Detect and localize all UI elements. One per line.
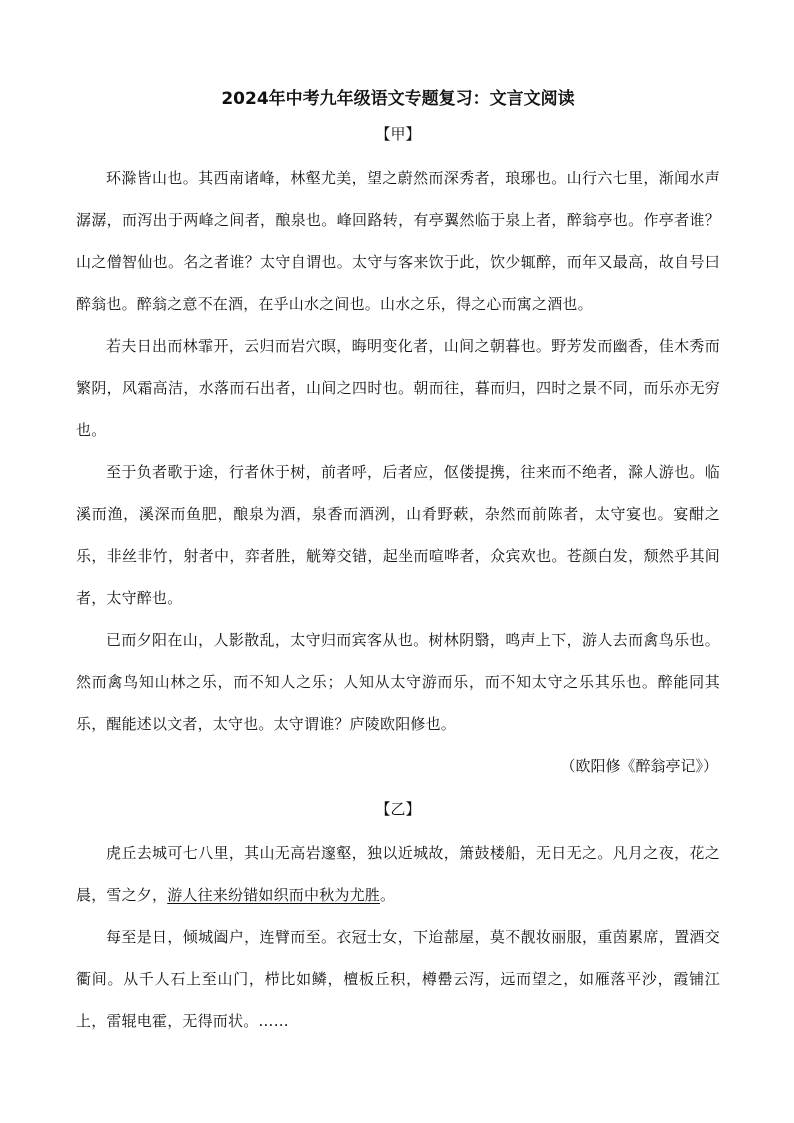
yi-paragraph-2: 每至是日，倾城阖户，连臂而至。衣冠士女，下迨蔀屋，莫不靓妆丽服，重茵累席，置酒交衢间。从千人石上至山门，栉比如鳞，檀板丘积，樽罍云泻，远而望之，如雁落平沙，霞铺江上，雷辊电霍，无得而状。…… <box>76 928 720 1030</box>
jia-paragraph-4: 已而夕阳在山，人影散乱，太守归而宾客从也。树林阴翳，鸣声上下，游人去而禽鸟乐也。然而禽鸟知山林之乐，而不知人之乐；人知从太守游而乐，而不知太守之乐其乐也。醉能同其乐，醒能述以文者，太守也。太守谓谁？庐陵欧阳修也。 <box>76 631 720 733</box>
jia-source-citation: （欧阳修《醉翁亭记》） <box>560 757 718 775</box>
jia-paragraph-2: 若夫日出而林霏开，云归而岩穴暝，晦明变化者，山间之朝暮也。野芳发而幽香，佳木秀而繁阴，风霜高洁，水落而石出者，山间之四时也。朝而往，暮而归，四时之景不同，而乐亦无穷也。 <box>76 337 720 439</box>
yi-paragraph-1 <box>76 832 720 916</box>
jia-paragraph-3: 至于负者歌于途，行者休于树，前者呼，后者应，伛偻提携，往来而不绝者，滁人游也。临溪而渔，溪深而鱼肥，酿泉为酒，泉香而酒洌，山肴野蔌，杂然而前陈者，太守宴也。宴酣之乐，非丝非竹，射者中，弈者胜，觥筹交错，起坐而喧哗者，众宾欢也。苍颜白发，颓然乎其间者，太守醉也。 <box>76 463 720 607</box>
underlined-sentence: 游人往来纷错如织而中秋为尤胜 <box>167 886 381 904</box>
yi-paragraph-1-end: 。 <box>380 886 396 904</box>
section-label-jia: 【甲】 <box>375 125 421 143</box>
jia-paragraph-1: 环滁皆山也。其西南诸峰，林壑尤美，望之蔚然而深秀者，琅琊也。山行六七里，渐闻水声潺潺，而泻出于两峰之间者，酿泉也。峰回路转，有亭翼然临于泉上者，醉翁亭也。作亭者谁？山之僧智仙也。名之者谁？太守自谓也。太守与客来饮于此，饮少辄醉，而年又最高，故自号曰醉翁也。醉翁之意不在酒，在乎山水之间也。山水之乐，得之心而寓之酒也。 <box>76 169 720 313</box>
section-label-yi: 【乙】 <box>375 800 421 818</box>
yi-paragraph-1-text: 虎丘去城可七八里，其山无高岩邃壑，独以近城故，箫鼓楼船，无日无之。凡月之夜，花之晨，雪之夕， <box>76 844 720 904</box>
document-title: 2024年中考九年级语文专题复习：文言文阅读 <box>221 89 575 109</box>
